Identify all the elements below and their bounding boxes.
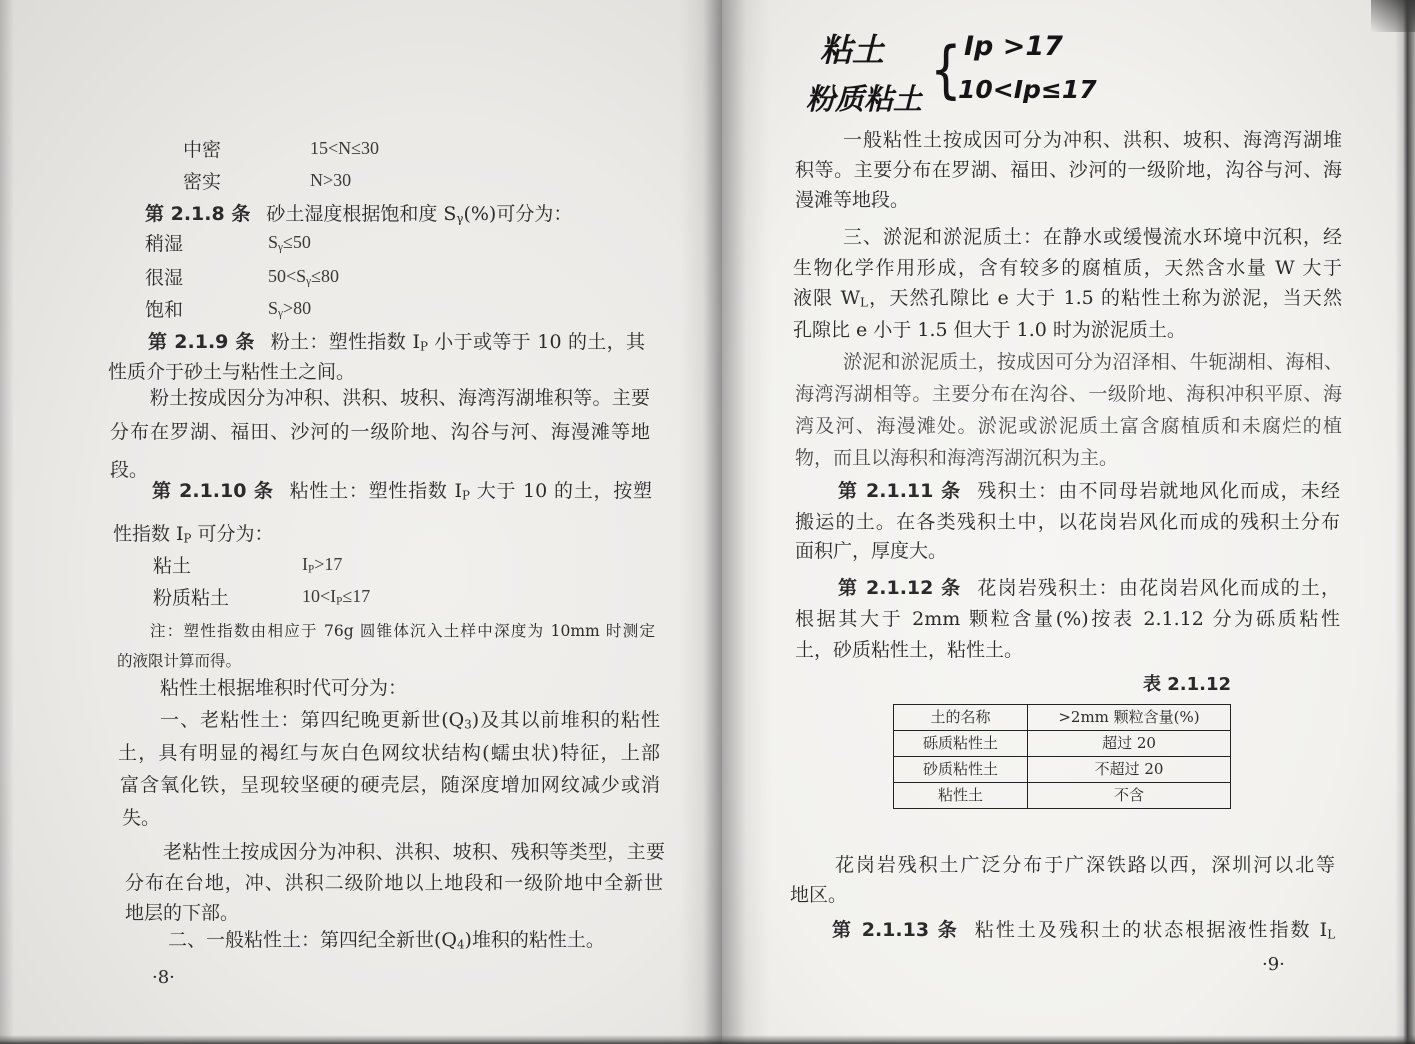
article-number: 第 2.1.8 条 bbox=[145, 203, 251, 225]
text-segment: (%)可分为： bbox=[463, 203, 573, 225]
page-number: ·8· bbox=[152, 967, 175, 988]
text-line bbox=[168, 928, 605, 952]
text-line: 花岗岩残积土广泛分布于广深铁路以西，深圳河以北等 bbox=[835, 854, 1335, 876]
text-line bbox=[793, 286, 1342, 310]
text-line: 根据其大于 2mm 颗粒含量(%)按表 2.1.12 分为砾质粘性 bbox=[795, 608, 1340, 630]
text-line: 孔隙比 e 小于 1.5 但大于 1.0 时为淤泥质土。 bbox=[793, 319, 1186, 341]
table-header-cell: 土的名称 bbox=[894, 705, 1028, 731]
text-line: 地层的下部。 bbox=[125, 902, 240, 924]
text-line bbox=[113, 522, 274, 546]
text-segment: 粉土：塑性指数 I bbox=[270, 331, 420, 353]
text-segment: 粘性土：塑性指数 I bbox=[289, 480, 462, 502]
text-line: 积等。主要分布在罗湖、福田、沙河的一级阶地，沟谷与河、海 bbox=[795, 159, 1342, 181]
text-line: 生物化学作用形成，含有较多的腐植质，天然含水量 W 大于 bbox=[793, 257, 1342, 279]
text-segment: I bbox=[302, 554, 308, 574]
text-line: 地区。 bbox=[790, 884, 848, 906]
density-label: 中密 bbox=[183, 139, 222, 161]
table-cell: 不超过 20 bbox=[1028, 757, 1231, 783]
text-line: 段。 bbox=[110, 459, 149, 481]
text-segment: 液限 W bbox=[793, 287, 861, 309]
text-segment: ≤17 bbox=[342, 586, 371, 606]
subscript: 4 bbox=[457, 937, 465, 952]
text-line: 面积广，厚度大。 bbox=[795, 540, 948, 562]
text-line: 粉土按成因分为冲积、洪积、坡积、海湾泻湖堆积等。主要 bbox=[150, 387, 650, 409]
note-line: 注：塑性指数由相应于 76g 圆锥体沉入土样中深度为 10mm 时测定 bbox=[150, 622, 655, 640]
handwritten-brace: { bbox=[930, 33, 962, 106]
text-segment: ≤50 bbox=[282, 232, 311, 252]
article-number: 第 2.1.13 条 bbox=[832, 919, 959, 941]
text-segment: 一、老粘性土：第四纪晚更新世(Q bbox=[160, 709, 465, 731]
subscript: γ bbox=[278, 307, 283, 320]
article-number: 第 2.1.10 条 bbox=[152, 480, 274, 502]
text-segment: ≤80 bbox=[311, 266, 339, 286]
density-label: 密实 bbox=[183, 171, 222, 193]
table-cell: 砂质粘性土 bbox=[894, 757, 1028, 783]
subscript: 3 bbox=[464, 717, 472, 732]
text-line: 失。 bbox=[122, 807, 161, 829]
text-line: 粘性土根据堆积时代可分为： bbox=[160, 677, 408, 699]
article-2-1-11-line bbox=[838, 479, 1340, 503]
subscript: L bbox=[860, 295, 868, 310]
text-segment: 砂土湿度根据饱和度 S bbox=[266, 203, 457, 225]
text-segment: >17 bbox=[314, 554, 343, 574]
text-segment: >80 bbox=[282, 298, 312, 318]
density-value: 15<N≤30 bbox=[310, 138, 380, 158]
moisture-label: 很湿 bbox=[145, 267, 184, 289]
text-segment: 50<S bbox=[268, 266, 307, 286]
subscript: P bbox=[308, 563, 315, 576]
text-segment: 残积土：由不同母岩就地风化而成，未经 bbox=[977, 480, 1340, 502]
subscript: P bbox=[420, 339, 428, 354]
table-cell: 砾质粘性土 bbox=[894, 731, 1028, 757]
table-row bbox=[894, 731, 1231, 757]
text-segment: 性指数 I bbox=[113, 523, 184, 545]
text-line: 分布在罗湖、福田、沙河的一级阶地、沟谷与河、海漫滩等地 bbox=[110, 421, 650, 443]
text-segment: 可分为： bbox=[191, 523, 274, 545]
density-value: N>30 bbox=[310, 170, 352, 190]
text-line: 三、淤泥和淤泥质土：在静水或缓慢流水环境中沉积，经 bbox=[843, 226, 1342, 248]
plasticity-value bbox=[302, 584, 370, 608]
text-segment: 大于 10 的土，按塑 bbox=[469, 480, 653, 502]
text-line: 物，而且以海积和海湾泻湖沉积为主。 bbox=[795, 447, 1119, 469]
text-line: 分布在台地，冲、洪积二级阶地以上地段和一级阶地中全新世 bbox=[125, 872, 663, 894]
text-segment: 小于或等于 10 的土，其 bbox=[427, 331, 645, 353]
text-segment: )堆积的粘性土。 bbox=[464, 929, 605, 951]
text-line: 海湾泻湖相等。主要分布在沟谷、一级阶地、海积冲积平原、海 bbox=[795, 383, 1342, 405]
subscript: P bbox=[336, 595, 343, 608]
article-number: 第 2.1.12 条 bbox=[838, 577, 962, 599]
text-segment: S bbox=[268, 232, 279, 252]
note-line: 的液限计算而得。 bbox=[117, 652, 242, 670]
subscript: γ bbox=[456, 211, 464, 226]
corner-shadow bbox=[1371, 0, 1415, 32]
text-segment: 花岗岩残积土：由花岗岩风化而成的土， bbox=[977, 577, 1340, 599]
subscript: γ bbox=[306, 275, 312, 288]
moisture-value bbox=[268, 230, 311, 254]
article-2-1-8-line bbox=[145, 202, 572, 226]
plasticity-value bbox=[302, 552, 342, 576]
text-line: 淤泥和淤泥质土，按成因可分为沼泽相、牛轭湖相、海相、 bbox=[843, 351, 1343, 373]
table-header-cell: >2mm 颗粒含量(%) bbox=[1028, 705, 1231, 731]
text-line: 富含氧化铁，呈现较坚硬的硬壳层，随深度增加网纹减少或消 bbox=[120, 774, 660, 796]
text-segment: 10<I bbox=[302, 586, 337, 606]
bottom-edge-shadow bbox=[722, 1035, 1415, 1044]
text-segment: 二、一般粘性土：第四纪全新世(Q bbox=[168, 929, 457, 951]
table-cell: 粘性土 bbox=[894, 783, 1028, 809]
text-segment: )及其以前堆积的粘性 bbox=[471, 709, 660, 731]
handwritten-term: 粘土 bbox=[820, 31, 885, 69]
moisture-value bbox=[268, 296, 311, 320]
bottom-edge-shadow bbox=[0, 1035, 722, 1044]
text-segment: S bbox=[268, 298, 279, 318]
granite-residual-soil-table bbox=[893, 704, 1231, 809]
table-cell: 超过 20 bbox=[1028, 731, 1231, 757]
text-line: 湾及河、海漫滩处。淤泥或淤泥质土富含腐植质和未腐烂的植 bbox=[795, 415, 1342, 437]
text-line bbox=[160, 708, 660, 732]
text-line: 搬运的土。在各类残积土中，以花岗岩风化而成的残积土分布 bbox=[795, 511, 1340, 533]
gutter-shadow bbox=[722, 0, 770, 1044]
handwritten-term: 粉质粘土 bbox=[806, 82, 923, 116]
page-number: ·9· bbox=[1262, 954, 1285, 975]
table-caption: 表 2.1.12 bbox=[1143, 674, 1232, 695]
right-page bbox=[722, 0, 1415, 1044]
article-number: 第 2.1.9 条 bbox=[148, 331, 255, 353]
table-cell: 不含 bbox=[1028, 783, 1231, 809]
gutter-shadow bbox=[680, 0, 722, 1044]
text-line: 一般粘性土按成因可分为冲积、洪积、坡积、海湾泻湖堆 bbox=[843, 129, 1342, 151]
page-edge-shadow bbox=[1395, 0, 1415, 1044]
handwritten-value: Ip >17 bbox=[964, 31, 1063, 62]
text-line: 性质介于砂土与粘性土之间。 bbox=[108, 361, 356, 383]
subscript: P bbox=[461, 488, 470, 503]
article-2-1-9-line bbox=[148, 330, 645, 354]
text-segment: 粘性土及残积土的状态根据液性指数 I bbox=[974, 919, 1328, 941]
plasticity-label: 粘土 bbox=[153, 555, 192, 577]
table-header-row bbox=[894, 705, 1231, 731]
subscript: γ bbox=[278, 241, 283, 254]
subscript: L bbox=[1327, 927, 1336, 942]
moisture-label: 饱和 bbox=[145, 299, 184, 321]
moisture-value bbox=[268, 264, 339, 288]
page-edge-shadow bbox=[0, 0, 14, 1044]
text-segment: ，天然孔隙比 e 大于 1.5 的粘性土称为淤泥，当天然 bbox=[867, 287, 1342, 309]
article-2-1-13-line bbox=[832, 918, 1335, 942]
article-number: 第 2.1.11 条 bbox=[838, 480, 962, 502]
handwritten-value: 10<Ip≤17 bbox=[958, 75, 1097, 104]
table-row bbox=[894, 783, 1231, 809]
moisture-label: 稍湿 bbox=[145, 233, 184, 255]
text-line: 老粘性土按成因分为冲积、洪积、坡积、残积等类型，主要 bbox=[163, 841, 665, 863]
text-line: 土，砂质粘性土，粘性土。 bbox=[795, 639, 1024, 661]
table-row bbox=[894, 757, 1231, 783]
article-2-1-10-line bbox=[152, 479, 652, 503]
article-2-1-12-line bbox=[838, 576, 1340, 600]
subscript: P bbox=[183, 531, 192, 546]
text-line: 漫滩等地段。 bbox=[795, 189, 910, 211]
plasticity-label: 粉质粘土 bbox=[153, 587, 230, 609]
text-line: 土，具有明显的褐红与灰白色网纹状结构(蠕虫状)特征，上部 bbox=[118, 742, 660, 764]
